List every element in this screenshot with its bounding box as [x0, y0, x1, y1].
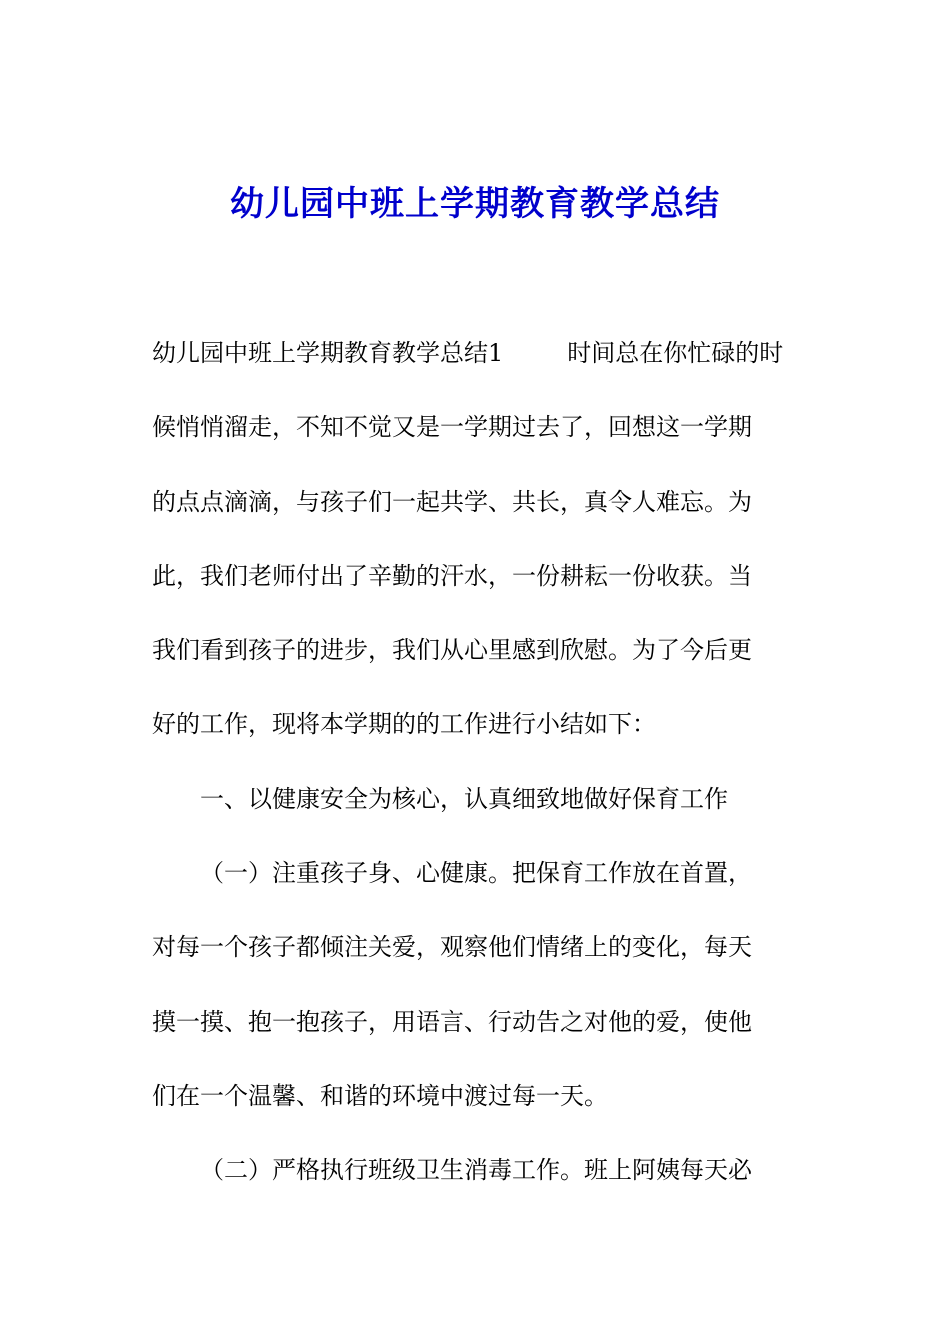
paragraph-text: 时间总在你忙碌的时 [567, 339, 784, 367]
paragraph-line: 摸一摸、抱一抱孩子，用语言、行动告之对他的爱，使他 [152, 1007, 752, 1036]
paragraph-line: （一）注重孩子身、心健康。把保育工作放在首置， [200, 859, 752, 888]
paragraph-line [152, 330, 804, 404]
paragraph-line: 候悄悄溜走，不知不觉又是一学期过去了，回想这一学期 [152, 413, 752, 442]
paragraph-line: 好的工作，现将本学期的的工作进行小结如下： [152, 710, 656, 739]
paragraph-line: 们在一个温馨、和谐的环境中渡过每一天。 [152, 1081, 608, 1110]
document-title: 幼儿园中班上学期教育教学总结 [230, 184, 720, 224]
paragraph-line: 此，我们老师付出了辛勤的汗水，一份耕耘一份收获。当 [152, 561, 752, 590]
paragraph-line: 对每一个孩子都倾注关爱，观察他们情绪上的变化，每天 [152, 933, 752, 962]
paragraph-line: 的点点滴滴，与孩子们一起共学、共长，真令人难忘。为 [152, 487, 752, 516]
paragraph-line: 我们看到孩子的进步，我们从心里感到欣慰。为了今后更 [152, 636, 752, 665]
document-body [152, 330, 804, 1222]
paragraph-line: （二）严格执行班级卫生消毒工作。班上阿姨每天必 [200, 1156, 752, 1185]
section-heading-text: 幼儿园中班上学期教育教学总结1 [152, 339, 504, 367]
section-heading: 一、以健康安全为核心，认真细致地做好保育工作 [200, 784, 728, 813]
